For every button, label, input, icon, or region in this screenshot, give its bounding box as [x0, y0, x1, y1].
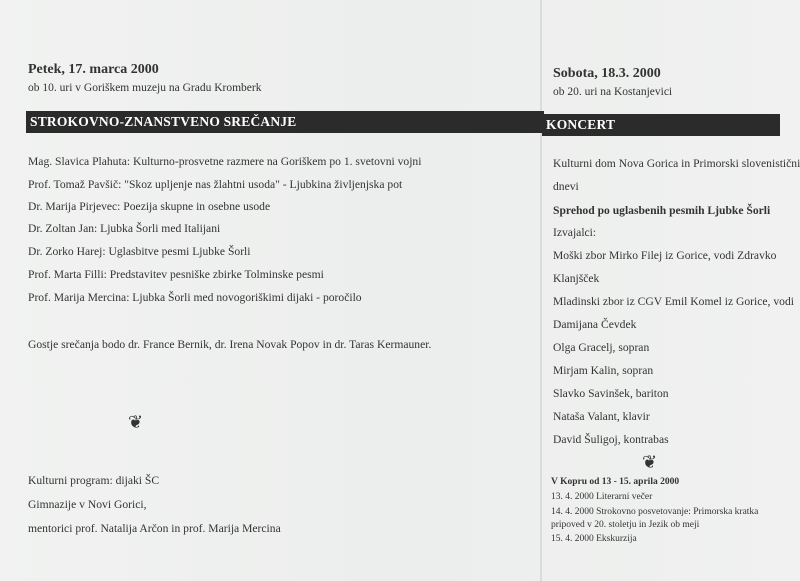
talk-item: Dr. Zoltan Jan: Ljubka Šorli med Italijani: [28, 222, 221, 235]
concert-line: Kulturni dom Nova Gorica in Primorski slovenistični: [553, 157, 800, 170]
concert-line: Moški zbor Mirko Filej iz Gorice, vodi Zdravko: [553, 249, 777, 262]
talk-item: Dr. Zorko Harej: Uglasbitve pesmi Ljubke Šorli: [28, 245, 251, 258]
concert-line: Olga Gracelj, sopran: [553, 341, 650, 354]
concert-title: Sprehod po uglasbenih pesmih Ljubke Šorli: [553, 204, 771, 217]
talk-item: Prof. Tomaž Pavšič: "Skoz upljenje nas žlahtni usoda" - Ljubkina življenjska pot: [28, 178, 403, 191]
concert-line: David Šuligoj, kontrabas: [553, 433, 669, 446]
koper-line: 15. 4. 2000 Ekskurzija: [551, 534, 637, 544]
ornament-icon: ❦: [642, 452, 658, 472]
right-banner: KONCERT: [542, 114, 780, 136]
talk-item: Prof. Marija Mercina: Ljubka Šorli med novogoriškimi dijaki - poročilo: [28, 291, 362, 304]
koper-title: V Kopru od 13 - 15. aprila 2000: [551, 477, 680, 487]
concert-line: Klanjšček: [553, 272, 600, 285]
concert-line: Mirjam Kalin, sopran: [553, 364, 654, 377]
program-line: Gimnazije v Novi Gorici,: [28, 498, 147, 511]
concert-line: Mladinski zbor iz CGV Emil Komel iz Gorice, vodi: [553, 295, 794, 308]
talk-item: Prof. Marta Filli: Predstavitev pesniške zbirke Tolminske pesmi: [28, 268, 324, 281]
ornament-icon: ❦: [128, 412, 144, 432]
program-line: mentorici prof. Natalija Arčon in prof. Marija Mercina: [28, 522, 281, 535]
left-date: Petek, 17. marca 2000: [28, 62, 159, 77]
koper-line: 14. 4. 2000 Strokovno posvetovanje: Primorska kratka: [551, 507, 759, 517]
concert-line: dnevi: [553, 180, 579, 193]
koper-line: 13. 4. 2000 Literarni večer: [551, 492, 653, 502]
concert-line: Damijana Čevdek: [553, 318, 637, 331]
page-fold: [540, 0, 542, 581]
guests-text: Gostje srečanja bodo dr. France Bernik, dr. Irena Novak Popov in dr. Taras Kermauner.: [28, 338, 432, 351]
concert-line: Nataša Valant, klavir: [553, 410, 650, 423]
concert-line: Slavko Savinšek, bariton: [553, 387, 669, 400]
talk-item: Mag. Slavica Plahuta: Kulturno-prosvetne razmere na Goriškem po 1. svetovni vojni: [28, 155, 422, 168]
right-location: ob 20. uri na Kostanjevici: [553, 86, 673, 98]
right-date: Sobota, 18.3. 2000: [553, 66, 661, 81]
left-location: ob 10. uri v Goriškem muzeju na Gradu Kromberk: [28, 82, 262, 94]
concert-line: Izvajalci:: [553, 226, 597, 239]
koper-line: pripoved v 20. stoletju in Jezik ob meji: [551, 520, 700, 530]
program-line: Kulturni program: dijaki ŠC: [28, 474, 160, 487]
talk-item: Dr. Marija Pirjevec: Poezija skupne in osebne usode: [28, 200, 271, 213]
left-banner: STROKOVNO-ZNANSTVENO SREČANJE: [26, 111, 544, 133]
